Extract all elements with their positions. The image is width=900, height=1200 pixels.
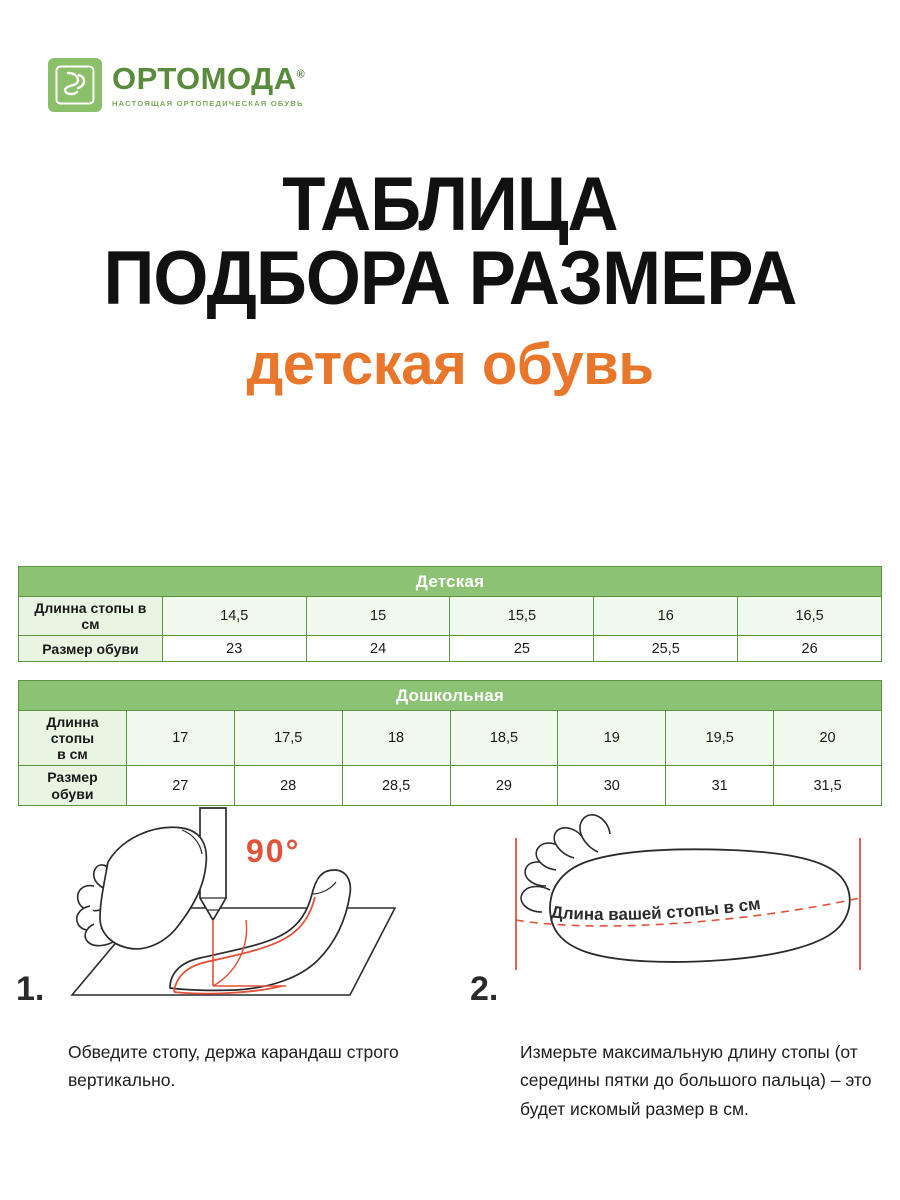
step-number: 1. xyxy=(16,970,45,1008)
svg-text:Длина вашей стопы в см: Длина вашей стопы в см xyxy=(550,894,762,924)
table-cell: 16,5 xyxy=(738,597,882,636)
table-cell: 28 xyxy=(234,766,342,805)
hand-tracing-foot-illustration xyxy=(50,790,420,1025)
table-caption: Детская xyxy=(19,567,882,597)
title-line-1: ТАБЛИЦА xyxy=(282,162,618,247)
title-line-2: ПОДБОРА РАЗМЕРА xyxy=(103,236,797,322)
row-label-foot-length: Длинна стопы в см xyxy=(19,711,127,766)
size-tables xyxy=(18,566,882,806)
table-cell: 25 xyxy=(450,636,594,662)
table-row xyxy=(19,636,882,662)
table-cell: 14,5 xyxy=(162,597,306,636)
table-cell: 20 xyxy=(774,711,882,766)
table-cell: 30 xyxy=(558,766,666,805)
brand-logo xyxy=(48,58,305,112)
svg-text:90°: 90° xyxy=(246,833,301,869)
step-number: 2. xyxy=(470,970,499,1008)
step-caption: Измерьте максимальную длину стопы (от середины пятки до большого пальца) – это будет искомый размер в см. xyxy=(520,1042,872,1119)
row-label-shoe-size: Размер обуви xyxy=(19,766,127,805)
instructions xyxy=(0,790,900,1200)
row-label-foot-length: Длинна стопы в см xyxy=(19,597,163,636)
table-cell: 31,5 xyxy=(774,766,882,805)
table-cell: 29 xyxy=(450,766,558,805)
foot-measure-illustration xyxy=(500,790,880,1025)
step-caption: Обведите стопу, держа карандаш строго вертикально. xyxy=(68,1042,399,1091)
page-title xyxy=(0,162,900,398)
table-row xyxy=(19,597,882,636)
table-cell: 17,5 xyxy=(234,711,342,766)
table-cell: 25,5 xyxy=(594,636,738,662)
registered-mark: ® xyxy=(296,68,306,81)
table-caption: Дошкольная xyxy=(19,681,882,711)
table-cell: 24 xyxy=(306,636,450,662)
table-cell: 17 xyxy=(126,711,234,766)
table-cell: 31 xyxy=(666,766,774,805)
table-row xyxy=(19,711,882,766)
title-subtitle: детская обувь xyxy=(246,331,654,397)
shoe-insole-icon xyxy=(48,58,102,112)
title-main xyxy=(32,162,869,322)
table-cell: 18 xyxy=(342,711,450,766)
brand-tagline: НАСТОЯЩАЯ ОРТОПЕДИЧЕСКАЯ ОБУВЬ xyxy=(112,98,304,108)
table-cell: 19,5 xyxy=(666,711,774,766)
table-cell: 27 xyxy=(126,766,234,805)
table-cell: 15 xyxy=(306,597,450,636)
table-cell: 15,5 xyxy=(450,597,594,636)
table-cell: 19 xyxy=(558,711,666,766)
table-cell: 16 xyxy=(594,597,738,636)
row-label-shoe-size: Размер обуви xyxy=(19,636,163,662)
brand-name: ОРТОМОДА® xyxy=(112,60,306,96)
table-cell: 28,5 xyxy=(342,766,450,805)
size-table-child xyxy=(18,566,882,662)
table-cell: 23 xyxy=(162,636,306,662)
table-cell: 18,5 xyxy=(450,711,558,766)
table-cell: 26 xyxy=(738,636,882,662)
size-table-preschool xyxy=(18,680,882,805)
